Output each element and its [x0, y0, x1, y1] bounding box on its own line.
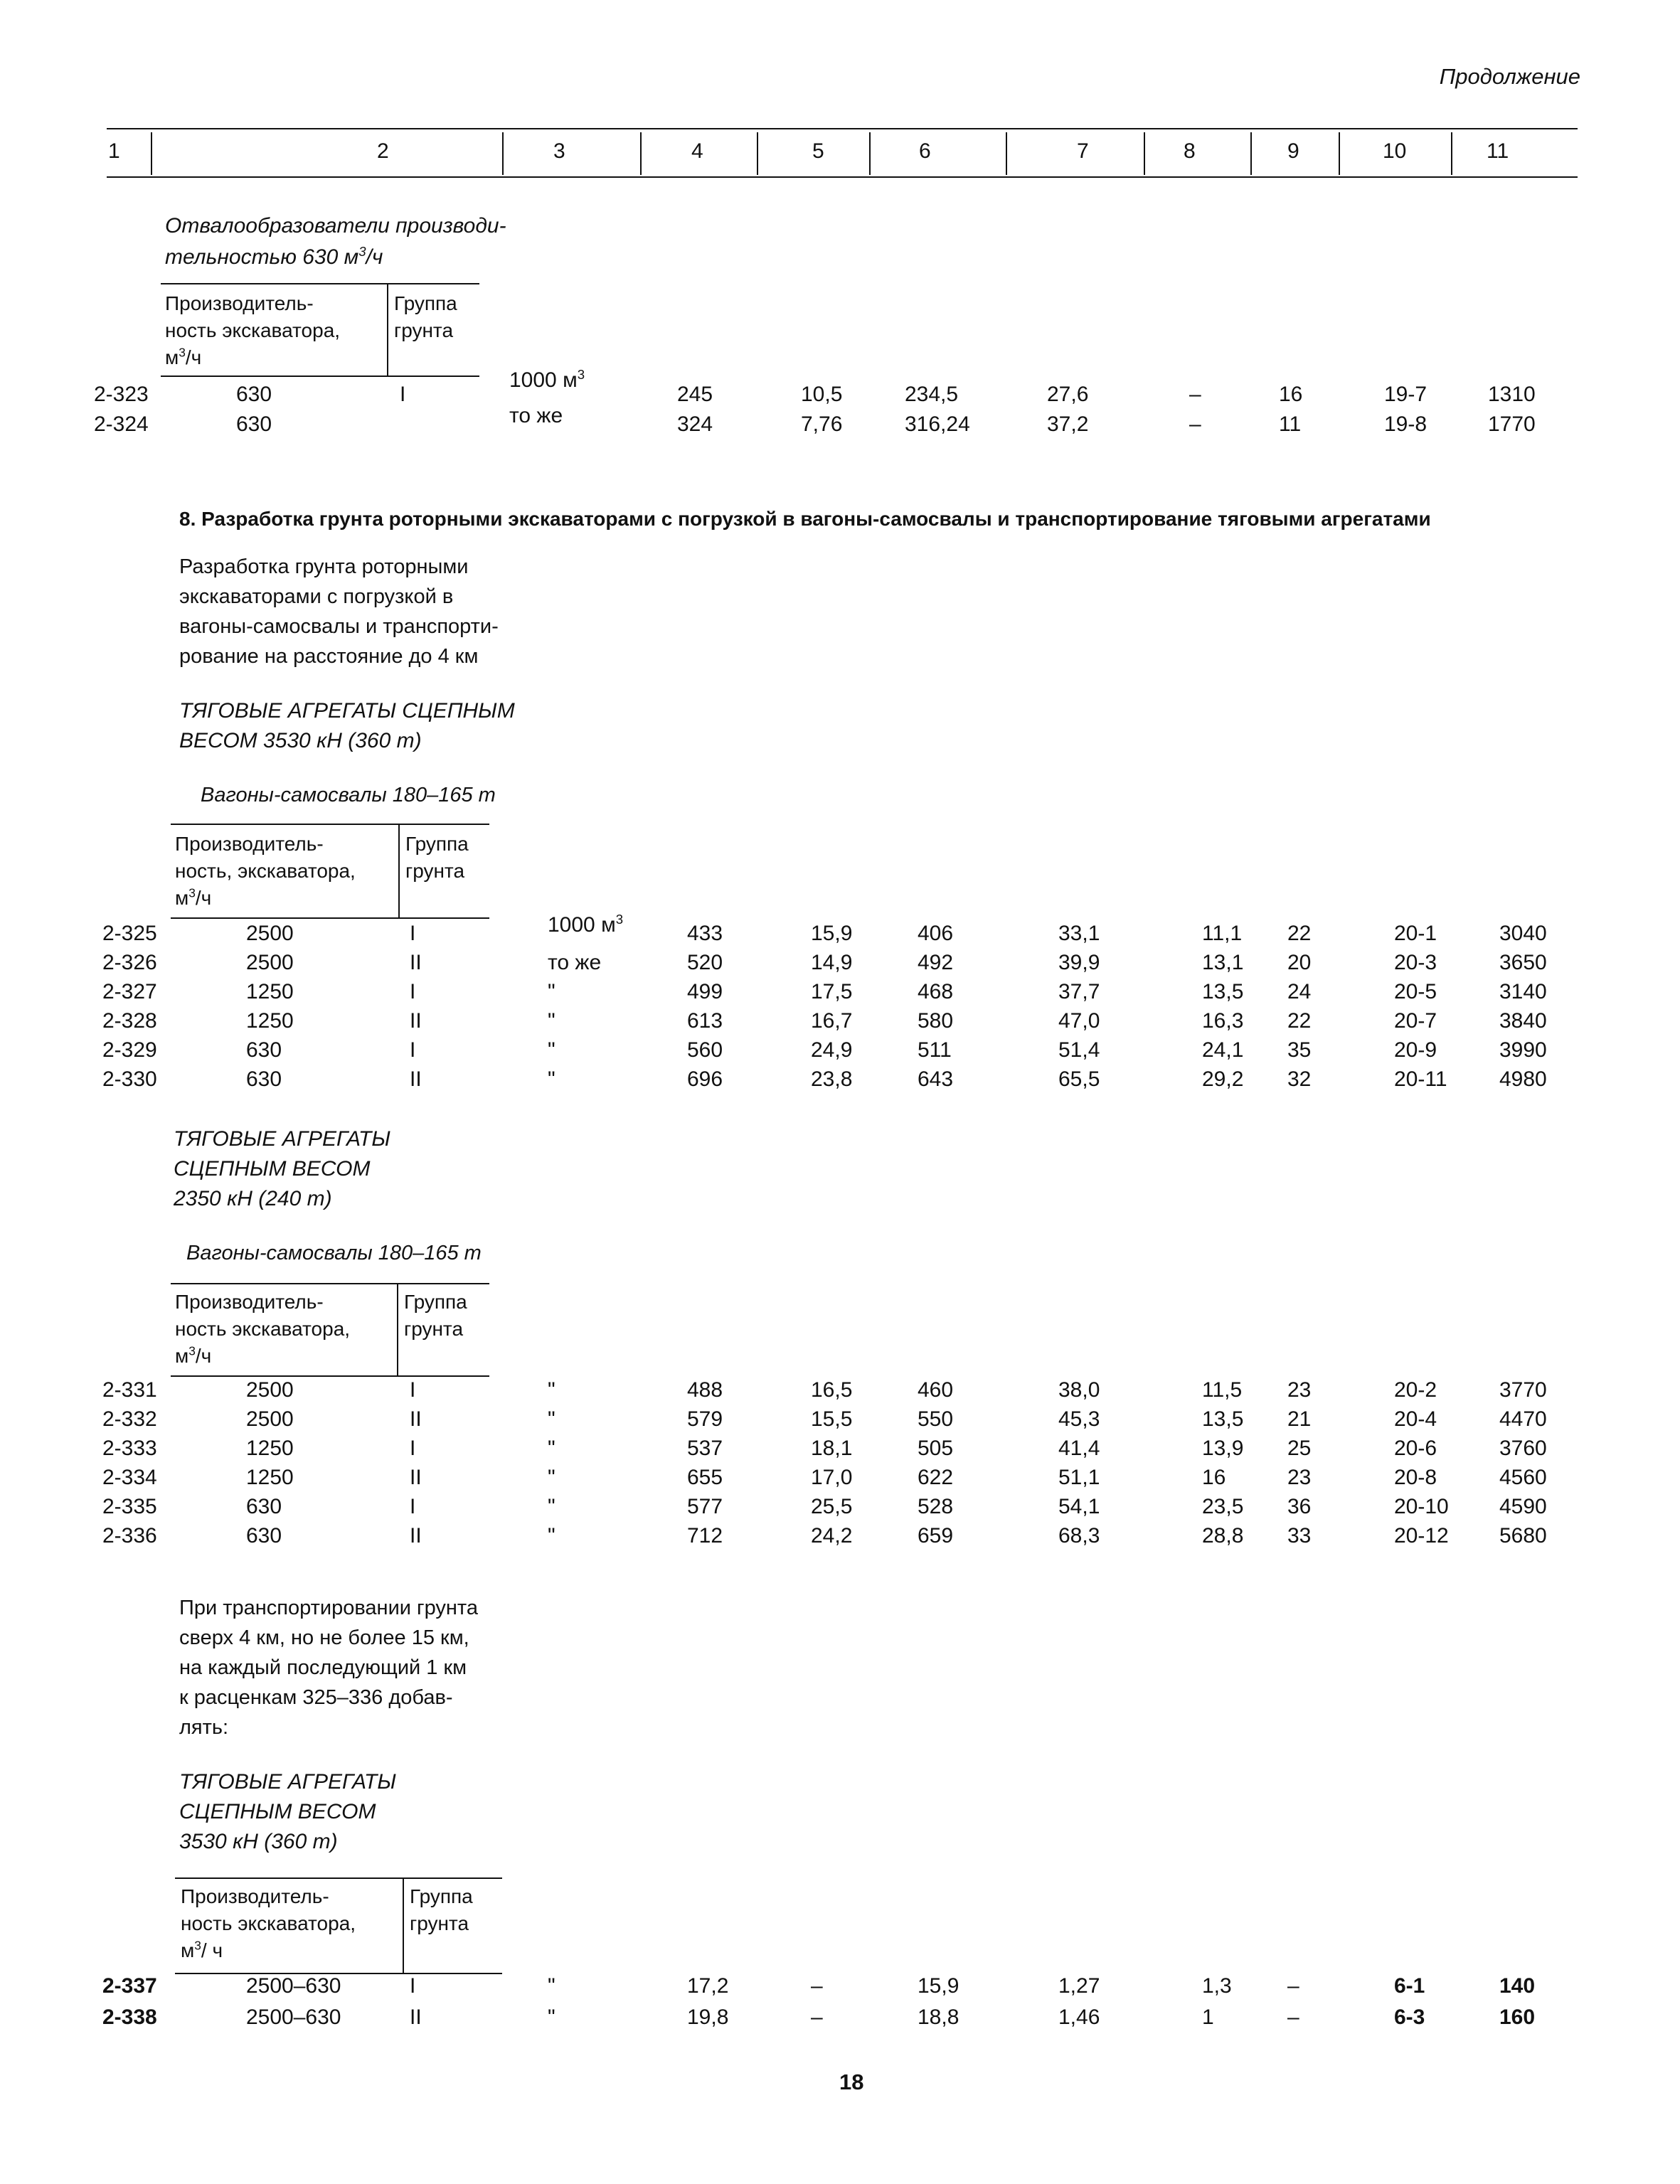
col-number: 1	[108, 139, 120, 163]
unit: "	[548, 1067, 555, 1091]
unit	[548, 913, 623, 937]
col-5: 23,8	[811, 1067, 853, 1091]
subheader-line: Группа	[404, 1291, 467, 1313]
col-5: 25,5	[811, 1495, 853, 1518]
col-5: 24,9	[811, 1038, 853, 1062]
col-7: 68,3	[1058, 1524, 1100, 1548]
soil-group: II	[410, 951, 422, 974]
col-11: 3040	[1499, 922, 1547, 945]
col-9: 23	[1287, 1378, 1312, 1402]
soil-group: I	[410, 1495, 416, 1518]
tractor-heading: ТЯГОВЫЕ АГРЕГАТЫ СЦЕПНЫМ	[179, 699, 515, 723]
subheader-bottom-rule	[161, 375, 479, 377]
col-5: 17,5	[811, 980, 853, 1003]
col-5: 14,9	[811, 951, 853, 974]
col-7: 37,7	[1058, 980, 1100, 1003]
productivity: 2500	[246, 951, 294, 974]
rate-code: 2-332	[102, 1407, 157, 1431]
col-6: 316,24	[905, 412, 970, 436]
subheader-line	[181, 1937, 356, 1964]
col-4: 696	[687, 1067, 723, 1091]
col-5: 17,0	[811, 1466, 853, 1489]
col-9: 24	[1287, 980, 1312, 1003]
col-6: 643	[918, 1067, 954, 1091]
col-8: –	[1189, 383, 1201, 406]
col-6: 622	[918, 1466, 954, 1489]
wagons-label: Вагоны-самосвалы 180–165 т	[201, 784, 496, 806]
tractor-heading: 2350 кН (240 т)	[174, 1187, 332, 1210]
col-10: 20-1	[1394, 922, 1437, 945]
rate-code: 2-324	[94, 412, 149, 436]
col-8: 16,3	[1202, 1009, 1244, 1033]
soil-group: I	[410, 1437, 416, 1460]
header-bottom-rule	[107, 176, 1578, 178]
subheader-line: грунта	[394, 319, 454, 341]
col-9: –	[1287, 2005, 1299, 2029]
note-line: При транспортировании грунта	[179, 1597, 479, 1619]
col-8: 11,5	[1202, 1378, 1243, 1402]
subheader-line: Производитель-	[165, 292, 314, 314]
col-11: 5680	[1499, 1524, 1547, 1548]
col-9: 11	[1279, 412, 1302, 436]
col-5: 24,2	[811, 1524, 853, 1548]
col-7: 27,6	[1047, 383, 1089, 406]
description-line: Разработка грунта роторными	[179, 555, 469, 578]
subheader-bottom-rule	[171, 917, 489, 919]
col-9: –	[1287, 1974, 1299, 1998]
subheader-top-rule	[171, 1283, 489, 1284]
subheader-productivity	[175, 1289, 350, 1370]
col-7: 45,3	[1058, 1407, 1100, 1431]
col-8: 29,2	[1202, 1067, 1244, 1091]
col-10: 20-10	[1394, 1495, 1449, 1518]
rate-code: 2-338	[102, 2005, 157, 2029]
subheader-unit-tail: /ч	[195, 887, 212, 909]
col-8: 13,5	[1202, 1407, 1244, 1431]
subheader-unit-tail: /ч	[195, 1345, 212, 1367]
soil-group: II	[410, 1524, 422, 1548]
col-6: 659	[918, 1524, 954, 1548]
col-4: 537	[687, 1437, 723, 1460]
col-10: 20-7	[1394, 1009, 1437, 1033]
unit: "	[548, 1009, 555, 1033]
productivity: 1250	[246, 1009, 294, 1033]
col-10: 20-11	[1394, 1067, 1447, 1091]
subheader-line: ность экскаватора,	[175, 1318, 351, 1340]
col-5: 15,5	[811, 1407, 853, 1431]
col-11: 4980	[1499, 1067, 1547, 1091]
rate-code: 2-331	[102, 1378, 157, 1402]
col-8: 11,1	[1202, 922, 1243, 945]
subheader-line	[175, 885, 356, 912]
soil-group: II	[410, 1466, 422, 1489]
subheader-unit-tail: / ч	[201, 1939, 223, 1961]
rate-code: 2-329	[102, 1038, 157, 1062]
subheader-top-rule	[175, 1877, 502, 1879]
productivity: 630	[246, 1067, 282, 1091]
block-title-text: тельностью 630 м	[165, 245, 359, 269]
subheader-soil-group	[394, 290, 457, 344]
continuation-label: Продолжение	[1439, 64, 1580, 89]
subheader-line: Группа	[405, 833, 469, 855]
col-number: 6	[919, 139, 931, 163]
col-9: 25	[1287, 1437, 1312, 1460]
tractor-heading: СЦЕПНЫМ ВЕСОМ	[174, 1157, 371, 1181]
col-8: 13,9	[1202, 1437, 1244, 1460]
tractor-heading: ТЯГОВЫЕ АГРЕГАТЫ	[174, 1127, 390, 1151]
col-9: 21	[1287, 1407, 1312, 1431]
rate-code: 2-334	[102, 1466, 157, 1489]
col-9: 33	[1287, 1524, 1312, 1548]
productivity: 630	[246, 1495, 282, 1518]
unit: "	[548, 1524, 555, 1548]
description-line: рование на расстояние до 4 км	[179, 645, 479, 668]
col-4: 712	[687, 1524, 723, 1548]
col-5: 10,5	[801, 383, 843, 406]
productivity: 1250	[246, 1466, 294, 1489]
tractor-heading: ТЯГОВЫЕ АГРЕГАТЫ	[179, 1770, 396, 1794]
col-10: 20-4	[1394, 1407, 1437, 1431]
unit: "	[548, 1437, 555, 1460]
col-4: 488	[687, 1378, 723, 1402]
col-10: 20-9	[1394, 1038, 1437, 1062]
col-6: 505	[918, 1437, 954, 1460]
col-5: 15,9	[811, 922, 853, 945]
col-5: 18,1	[811, 1437, 853, 1460]
col-7: 38,0	[1058, 1378, 1100, 1402]
rate-code: 2-325	[102, 922, 157, 945]
productivity: 2500	[246, 922, 294, 945]
col-number: 10	[1383, 139, 1407, 163]
header-divider	[1144, 132, 1145, 175]
subheader-productivity	[181, 1883, 356, 1964]
col-6: 406	[918, 922, 954, 945]
col-6: 234,5	[905, 383, 959, 406]
unit: "	[548, 1495, 555, 1518]
unit	[509, 368, 585, 393]
soil-group: I	[400, 383, 406, 406]
rate-code: 2-337	[102, 1974, 157, 1998]
col-8: 13,5	[1202, 980, 1244, 1003]
col-7: 33,1	[1058, 922, 1100, 945]
col-5: 7,76	[801, 412, 843, 436]
subheader-line: Производитель-	[175, 1291, 324, 1313]
rate-code: 2-323	[94, 383, 149, 406]
col-7: 65,5	[1058, 1067, 1100, 1091]
col-6: 468	[918, 980, 954, 1003]
header-divider	[151, 132, 152, 175]
superscript: 3	[188, 1343, 196, 1358]
col-6: 580	[918, 1009, 954, 1033]
col-7: 47,0	[1058, 1009, 1100, 1033]
header-divider	[1006, 132, 1007, 175]
col-10: 19-7	[1384, 383, 1428, 406]
col-7: 51,4	[1058, 1038, 1100, 1062]
col-8: 1,3	[1202, 1974, 1232, 1998]
soil-group: I	[410, 980, 416, 1003]
note-line: лять:	[179, 1716, 229, 1739]
subheader-line: ность экскаватора,	[181, 1912, 356, 1934]
col-6: 528	[918, 1495, 954, 1518]
soil-group: I	[410, 1974, 416, 1998]
col-11: 1310	[1488, 383, 1536, 406]
subheader-bottom-rule	[171, 1375, 489, 1377]
col-8: 13,1	[1202, 951, 1244, 974]
col-9: 22	[1287, 922, 1312, 945]
col-4: 245	[677, 383, 713, 406]
col-number: 11	[1487, 139, 1509, 163]
col-9: 22	[1287, 1009, 1312, 1033]
subheader-top-rule	[161, 283, 479, 284]
unit: то же	[509, 404, 563, 427]
header-top-rule	[107, 128, 1578, 129]
col-11: 3140	[1499, 980, 1547, 1003]
col-4: 560	[687, 1038, 723, 1062]
header-divider	[869, 132, 871, 175]
col-6: 550	[918, 1407, 954, 1431]
col-11: 1770	[1488, 412, 1536, 436]
productivity: 630	[246, 1524, 282, 1548]
col-9: 32	[1287, 1067, 1312, 1091]
soil-group: I	[410, 1378, 416, 1402]
col-7: 54,1	[1058, 1495, 1100, 1518]
subheader-divider	[397, 1283, 398, 1377]
subheader-top-rule	[171, 824, 489, 825]
subheader-productivity	[175, 831, 356, 912]
unit: "	[548, 1466, 555, 1489]
productivity: 2500–630	[246, 1974, 341, 1998]
subheader-unit: м	[165, 346, 179, 368]
subheader-line: Группа	[410, 1885, 473, 1907]
header-divider	[1339, 132, 1340, 175]
col-number: 4	[691, 139, 703, 163]
col-11: 160	[1499, 2005, 1536, 2029]
section-description	[179, 552, 578, 671]
col-11: 3650	[1499, 951, 1547, 974]
col-10: 20-2	[1394, 1378, 1437, 1402]
subheader-line: грунта	[405, 860, 465, 882]
subheader-soil-group	[404, 1289, 467, 1343]
col-11: 3760	[1499, 1437, 1547, 1460]
col-7: 41,4	[1058, 1437, 1100, 1460]
col-4: 520	[687, 951, 723, 974]
unit: "	[548, 980, 555, 1003]
block-title-tail: /ч	[366, 245, 383, 269]
productivity: 630	[236, 383, 272, 406]
unit-text: 1000 м	[548, 913, 616, 937]
col-4: 19,8	[687, 2005, 729, 2029]
col-7: 39,9	[1058, 951, 1100, 974]
col-11: 4470	[1499, 1407, 1547, 1431]
superscript: 3	[194, 1938, 201, 1953]
unit: "	[548, 1038, 555, 1062]
col-5: 16,5	[811, 1378, 853, 1402]
col-7: 37,2	[1047, 412, 1089, 436]
tractor-heading: СЦЕПНЫМ ВЕСОМ	[179, 1800, 376, 1823]
col-10: 20-12	[1394, 1524, 1449, 1548]
subheader-line: грунта	[410, 1912, 469, 1934]
productivity: 630	[236, 412, 272, 436]
col-11: 3840	[1499, 1009, 1547, 1033]
col-5: –	[811, 2005, 823, 2029]
col-10: 20-3	[1394, 951, 1437, 974]
col-11: 4560	[1499, 1466, 1547, 1489]
subheader-unit-tail: /ч	[185, 346, 202, 368]
col-6: 460	[918, 1378, 954, 1402]
unit: "	[548, 2005, 555, 2029]
col-8: 24,1	[1202, 1038, 1244, 1062]
col-7: 51,1	[1058, 1466, 1100, 1489]
col-9: 20	[1287, 951, 1312, 974]
col-5: –	[811, 1974, 823, 1998]
col-number: 5	[812, 139, 824, 163]
subheader-line: грунта	[404, 1318, 464, 1340]
col-4: 577	[687, 1495, 723, 1518]
soil-group: I	[410, 922, 416, 945]
superscript: 3	[615, 912, 624, 927]
rate-code: 2-326	[102, 951, 157, 974]
col-6: 15,9	[918, 1974, 959, 1998]
unit: то же	[548, 951, 602, 974]
unit: "	[548, 1974, 555, 1998]
superscript: 3	[358, 244, 366, 259]
header-divider	[757, 132, 758, 175]
rate-code: 2-333	[102, 1437, 157, 1460]
block-title-line: Отвалообразователи производи-	[165, 214, 506, 238]
note-line: на каждый последующий 1 км	[179, 1656, 467, 1679]
col-10: 6-1	[1394, 1974, 1425, 1998]
col-7: 1,27	[1058, 1974, 1100, 1998]
rate-code: 2-330	[102, 1067, 157, 1091]
productivity: 1250	[246, 1437, 294, 1460]
col-10: 20-6	[1394, 1437, 1437, 1460]
col-6: 511	[918, 1038, 952, 1062]
subheader-soil-group	[405, 831, 469, 885]
subheader-divider	[387, 283, 388, 377]
page-number: 18	[839, 2070, 864, 2094]
block-title-line	[165, 242, 383, 273]
rate-code: 2-328	[102, 1009, 157, 1033]
subheader-divider	[403, 1877, 404, 1974]
col-number: 3	[553, 139, 565, 163]
subheader-soil-group	[410, 1883, 473, 1937]
productivity: 2500–630	[246, 2005, 341, 2029]
col-11: 3770	[1499, 1378, 1547, 1402]
col-number: 7	[1077, 139, 1089, 163]
subheader-line	[165, 344, 340, 371]
col-4: 655	[687, 1466, 723, 1489]
subheader-productivity	[165, 290, 340, 371]
unit-text: 1000 м	[509, 368, 578, 392]
soil-group: II	[410, 1067, 422, 1091]
subheader-line: Группа	[394, 292, 457, 314]
subheader-line: ность, экскаватора,	[175, 860, 356, 882]
col-4: 613	[687, 1009, 723, 1033]
col-8: –	[1189, 412, 1201, 436]
extra-distance-note	[179, 1593, 578, 1742]
soil-group: II	[410, 1407, 422, 1431]
soil-group: II	[410, 2005, 422, 2029]
col-7: 1,46	[1058, 2005, 1100, 2029]
col-4: 579	[687, 1407, 723, 1431]
wagons-label: Вагоны-самосвалы 180–165 т	[186, 1242, 482, 1264]
superscript: 3	[577, 367, 585, 382]
col-10: 19-8	[1384, 412, 1428, 436]
section-title: 8. Разработка грунта роторными экскаваторами с погрузкой в вагоны-самосвалы и транспортирование тяговыми агрегатами	[179, 508, 1431, 530]
col-11: 4590	[1499, 1495, 1547, 1518]
col-8: 28,8	[1202, 1524, 1244, 1548]
col-number: 9	[1287, 139, 1299, 163]
superscript: 3	[188, 885, 196, 900]
tractor-heading: 3530 кН (360 т)	[179, 1830, 338, 1853]
superscript: 3	[179, 345, 186, 360]
col-6: 492	[918, 951, 954, 974]
col-8: 1	[1202, 2005, 1214, 2029]
description-line: экскаваторами с погрузкой в	[179, 585, 454, 608]
col-number: 2	[377, 139, 389, 163]
productivity: 630	[246, 1038, 282, 1062]
productivity: 2500	[246, 1378, 294, 1402]
col-4: 499	[687, 980, 723, 1003]
unit: "	[548, 1407, 555, 1431]
col-10: 6-3	[1394, 2005, 1425, 2029]
subheader-line: ность экскаватора,	[165, 319, 341, 341]
subheader-line	[175, 1343, 350, 1370]
description-line: вагоны-самосвалы и транспорти-	[179, 615, 499, 638]
soil-group: I	[410, 1038, 416, 1062]
subheader-line: Производитель-	[181, 1885, 329, 1907]
col-10: 20-8	[1394, 1466, 1437, 1489]
col-10: 20-5	[1394, 980, 1437, 1003]
col-11: 3990	[1499, 1038, 1547, 1062]
col-9: 36	[1287, 1495, 1312, 1518]
subheader-divider	[398, 824, 400, 919]
note-line: сверх 4 км, но не более 15 км,	[179, 1626, 469, 1649]
unit: "	[548, 1378, 555, 1402]
col-4: 17,2	[687, 1974, 729, 1998]
col-6: 18,8	[918, 2005, 959, 2029]
header-divider	[1250, 132, 1252, 175]
col-8: 23,5	[1202, 1495, 1244, 1518]
soil-group: II	[410, 1009, 422, 1033]
col-9: 16	[1279, 383, 1303, 406]
note-line: к расценкам 325–336 добав-	[179, 1686, 453, 1709]
subheader-line: Производитель-	[175, 833, 324, 855]
header-divider	[502, 132, 504, 175]
rate-code: 2-336	[102, 1524, 157, 1548]
rate-code: 2-335	[102, 1495, 157, 1518]
col-8: 16	[1202, 1466, 1226, 1489]
rate-code: 2-327	[102, 980, 157, 1003]
col-number: 8	[1184, 139, 1196, 163]
col-4: 433	[687, 922, 723, 945]
col-4: 324	[677, 412, 713, 436]
subheader-unit: м	[175, 887, 189, 909]
header-divider	[640, 132, 642, 175]
header-divider	[1451, 132, 1452, 175]
subheader-unit: м	[175, 1345, 189, 1367]
productivity: 2500	[246, 1407, 294, 1431]
productivity: 1250	[246, 980, 294, 1003]
col-5: 16,7	[811, 1009, 853, 1033]
col-9: 23	[1287, 1466, 1312, 1489]
col-11: 140	[1499, 1974, 1536, 1998]
subheader-unit: м	[181, 1939, 195, 1961]
tractor-heading: ВЕСОМ 3530 кН (360 т)	[179, 729, 422, 752]
col-9: 35	[1287, 1038, 1312, 1062]
